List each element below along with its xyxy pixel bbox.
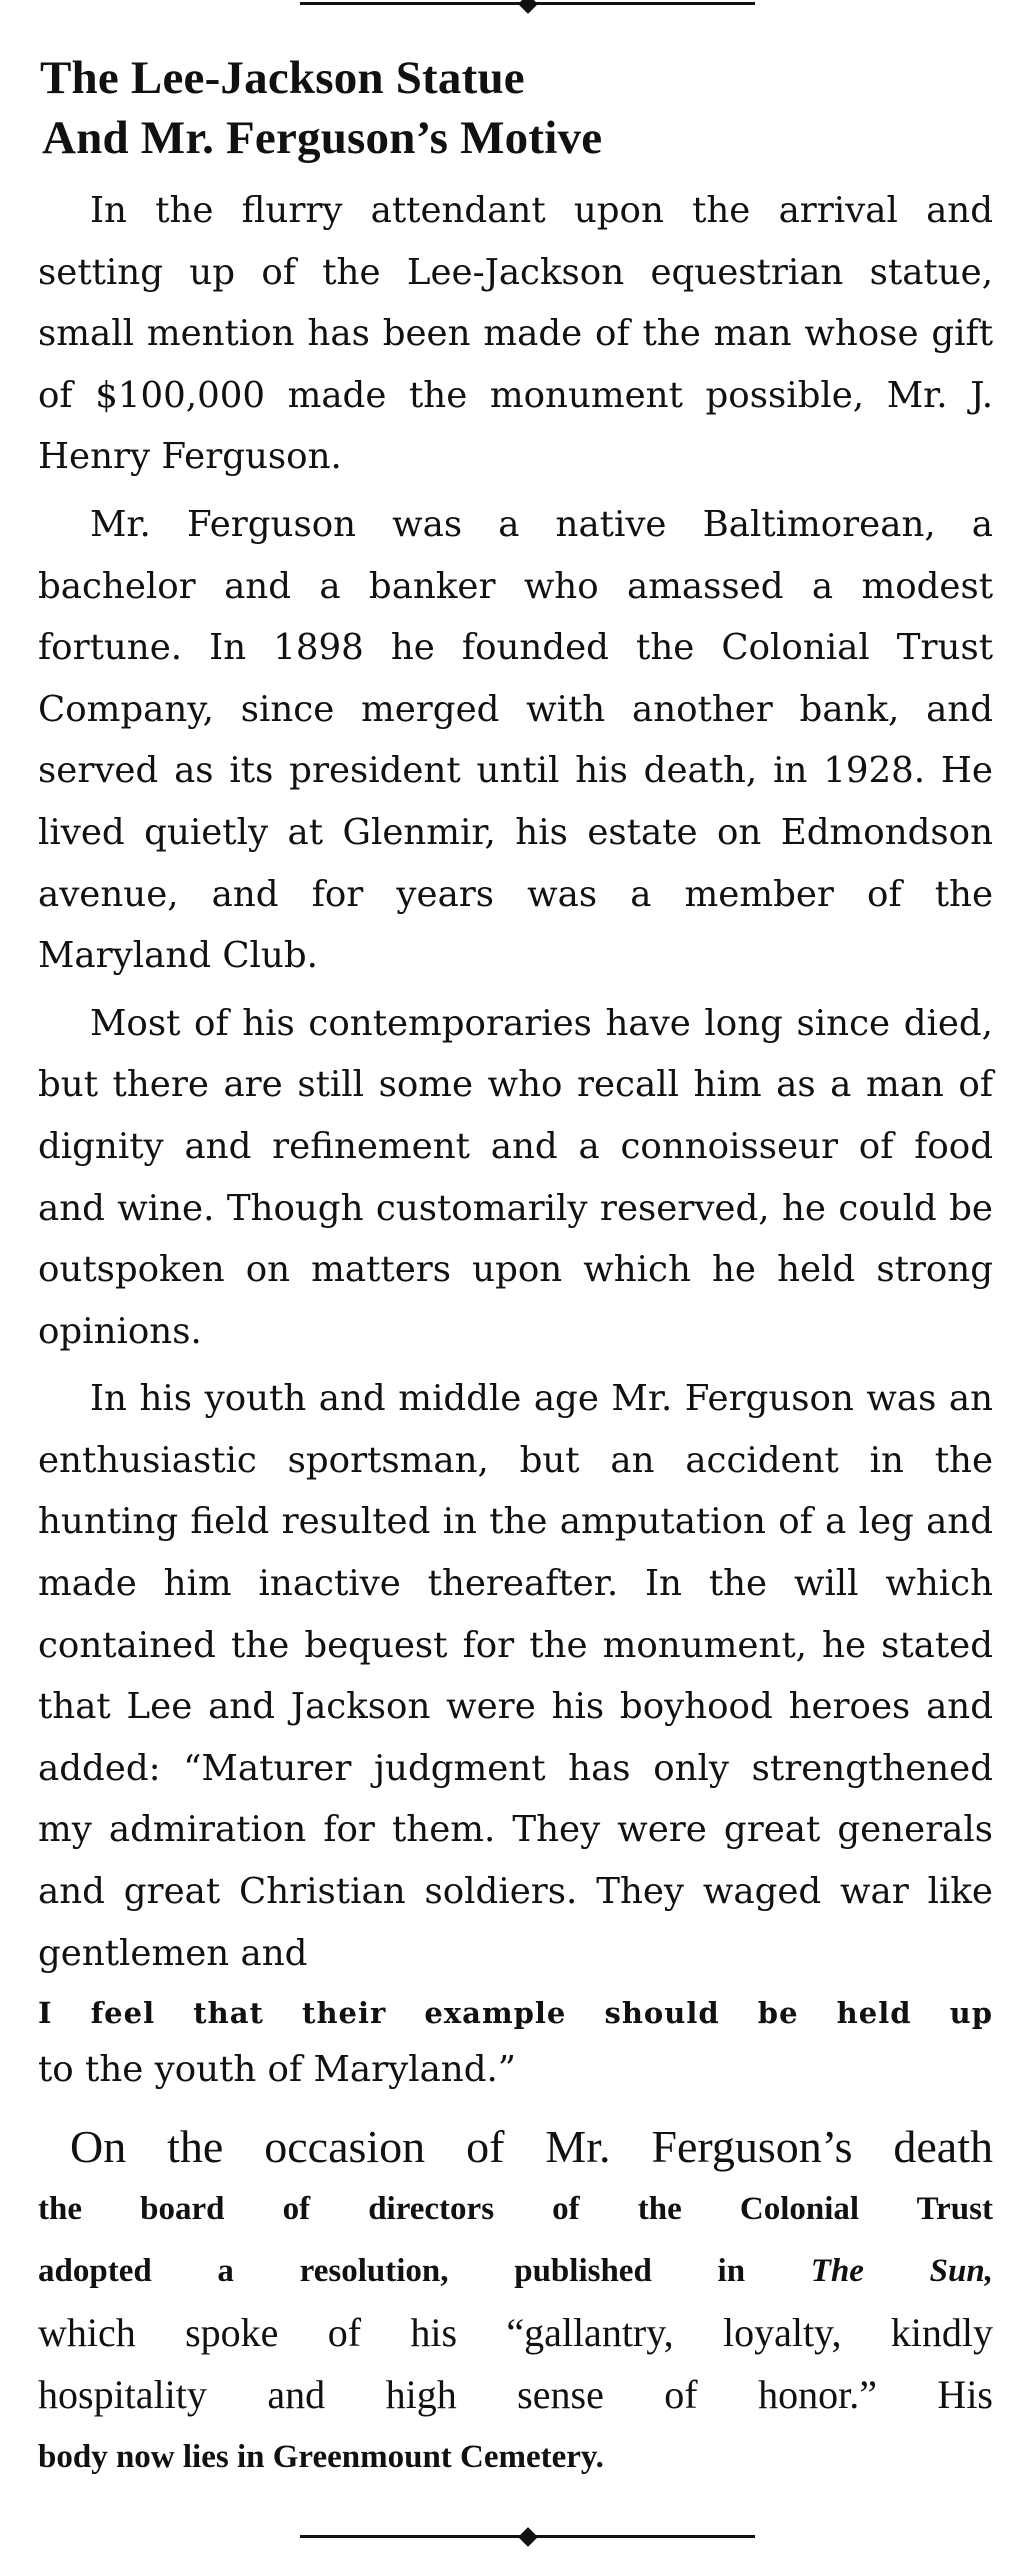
top-ornament-rule [300, 2, 755, 5]
diamond-ornament-icon [518, 2527, 538, 2547]
paragraph-2: Mr. Ferguson was a native Baltimorean, a bachelor and a banker who amassed a modest fortune. In 1898 he founded the Colonial Trust Company, since merged with another bank, and served as its president until his death, in 1928. He lived quietly at Glenmir, his estate on Edmondson avenue, and for years was a member of the Maryland Club. [38, 503, 993, 977]
paragraph-4-text: In his youth and middle age Mr. Ferguson was an enthusiastic sportsman, but an accident in the hunting field resulted in the amputation of a leg and made him inactive thereafter. In the will which contained the bequest for the monument, he stated that Lee and Jackson were his boyhood heroes and added: “Maturer judgment has only strengthened my admiration for them. They were great generals and great Christian soldiers. They waged war like gentlemen and [38, 1378, 993, 1974]
closing-line-6: body now lies in Greenmount Cemetery. [38, 2439, 604, 2476]
closing-line-1: On the occasion of Mr. Ferguson’s death [70, 2121, 993, 2173]
closing-paragraph [38, 2116, 993, 2488]
article-body [38, 180, 993, 2488]
headline-line-2: And Mr. Ferguson’s Motive [42, 112, 603, 164]
closing-line-3-text: adopted a resolution, published in [38, 2253, 811, 2290]
closing-line-5: hospitality and high sense of honor.” His [38, 2372, 993, 2418]
paragraph-4-end: to the youth of Maryland.” [38, 2049, 516, 2091]
closing-line-2: the board of directors of the Colonial Trust [38, 2191, 993, 2228]
paragraph-4 [38, 1368, 993, 1984]
headline-line-1: The Lee-Jackson Statue [40, 52, 525, 104]
newspaper-name: The Sun, [810, 2253, 993, 2290]
bottom-ornament-rule [300, 2535, 755, 2538]
closing-line-4: which spoke of his “gallantry, loyalty, kindly [38, 2310, 993, 2356]
paragraph-4-small-line: I feel that their example should be held up [38, 1996, 993, 2031]
paragraph-1: In the flurry attendant upon the arrival and setting up of the Lee-Jackson equestrian statue, small mention has been made of the man whose gift of $100,000 made the monument possible, Mr. J. Henry Ferguson. [38, 190, 993, 478]
closing-line-3 [38, 2240, 993, 2302]
diamond-ornament-icon [518, 0, 538, 14]
paragraph-3: Most of his contemporaries have long since died, but there are still some who recall him as a man of dignity and refinement and a connoisseur of food and wine. Though customarily reserved, he could be outspoken on matters upon which he held strong opinions. [38, 1002, 993, 1352]
headline [40, 48, 1000, 168]
